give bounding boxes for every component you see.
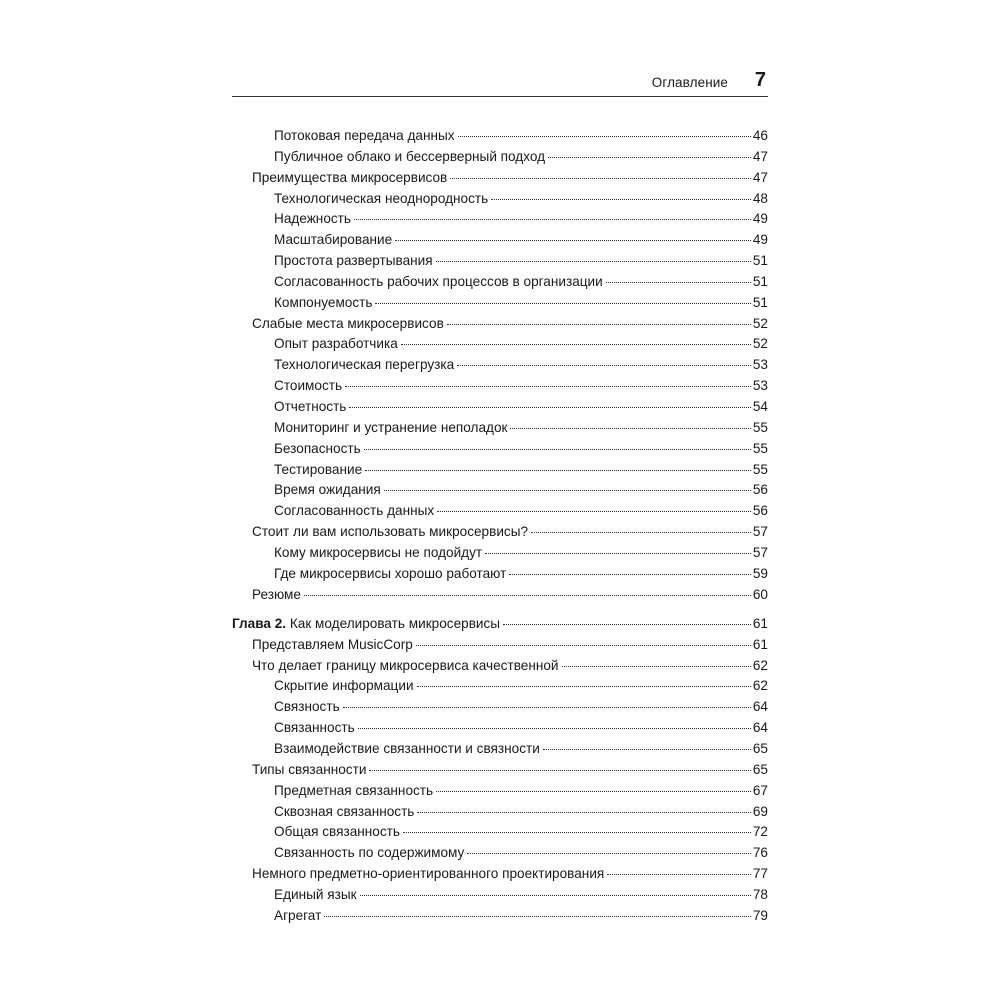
dot-leader	[416, 644, 751, 646]
toc-entry	[232, 501, 768, 522]
toc-entry-page: 78	[752, 886, 768, 902]
toc-entry-title: Агрегат	[274, 907, 322, 923]
toc-entry	[232, 522, 768, 543]
toc-entry-page: 61	[752, 636, 768, 652]
toc-entry	[232, 822, 768, 843]
toc-entry	[232, 209, 768, 230]
toc-entry	[232, 168, 768, 189]
toc-entry-page: 55	[752, 419, 768, 435]
toc-entry-page: 51	[752, 294, 768, 310]
dot-leader	[324, 915, 751, 917]
toc-entry-title: Единый язык	[274, 886, 357, 902]
toc-entry-title: Масштабирование	[274, 232, 393, 248]
dot-leader	[437, 510, 751, 512]
toc-entry-title: Отчетность	[274, 398, 347, 414]
toc-entry-page: 57	[752, 524, 768, 540]
dot-leader	[467, 852, 751, 854]
dot-leader	[364, 448, 751, 450]
dot-leader	[531, 531, 751, 533]
toc-entry-title: Компонуемость	[274, 294, 373, 310]
dot-leader	[360, 894, 751, 896]
toc-entry-title: Время ожидания	[274, 482, 381, 498]
toc-entry-page: 55	[752, 461, 768, 477]
toc-entry	[232, 418, 768, 439]
toc-entry-title: Немного предметно-ориентированного проектирования	[252, 866, 605, 882]
dot-leader	[510, 427, 750, 429]
dot-leader	[354, 218, 751, 220]
toc-entry	[232, 697, 768, 718]
toc-entry-title: Согласованность данных	[274, 503, 435, 519]
toc-entry-title: Преимущества микросервисов	[252, 169, 448, 185]
toc-entry	[232, 802, 768, 823]
toc-entry-page: 47	[752, 169, 768, 185]
dot-leader	[358, 727, 751, 729]
toc-entry-page: 49	[752, 211, 768, 227]
toc-entry-page: 57	[752, 544, 768, 560]
toc-entry-page: 53	[752, 378, 768, 394]
toc-entry	[232, 635, 768, 656]
dot-leader	[562, 665, 751, 667]
toc-entry-title: Связность	[274, 699, 340, 715]
toc-entry-title	[232, 614, 500, 635]
toc-entry-title: Предметная связанность	[274, 782, 434, 798]
dot-leader	[607, 873, 751, 875]
toc-entry	[232, 397, 768, 418]
toc-entry	[232, 718, 768, 739]
toc-entry	[232, 480, 768, 501]
toc-entry-title: Кому микросервисы не подойдут	[274, 544, 483, 560]
toc-entry	[232, 885, 768, 906]
toc-entry-page: 51	[752, 253, 768, 269]
toc-entry-page: 59	[752, 565, 768, 581]
toc-entry-page: 62	[752, 657, 768, 673]
dot-leader	[345, 385, 751, 387]
toc-entry-page: 76	[752, 845, 768, 861]
dot-leader	[503, 623, 751, 625]
toc-entry	[232, 293, 768, 314]
dot-leader	[403, 831, 751, 833]
toc-entry	[232, 334, 768, 355]
toc-entry-title: Технологическая перегрузка	[274, 357, 455, 373]
dot-leader	[375, 302, 750, 304]
toc-entry	[232, 676, 768, 697]
dot-leader	[417, 811, 750, 813]
toc-entry-page: 52	[752, 315, 768, 331]
toc-entry-title: Надежность	[274, 211, 351, 227]
toc-entry-title: Опыт разработчика	[274, 336, 398, 352]
toc-entry	[232, 781, 768, 802]
toc-entry-title: Безопасность	[274, 440, 361, 456]
toc-entry-title: Потоковая передача данных	[274, 128, 455, 143]
toc-entry-page: 48	[752, 190, 768, 206]
page-number: 7	[754, 69, 766, 91]
toc-entry	[232, 614, 768, 635]
chapter-label: Глава 2.	[232, 615, 287, 631]
toc-entry-page: 49	[752, 232, 768, 248]
toc-entry-title: Резюме	[252, 586, 301, 602]
toc-entry	[232, 585, 768, 606]
dot-leader	[458, 135, 751, 137]
toc-entry-page: 64	[752, 699, 768, 715]
chapter-title: Как моделировать микросервисы	[289, 615, 501, 631]
toc-entry-page: 61	[752, 615, 768, 631]
toc-entry-page: 56	[752, 503, 768, 519]
toc-entry-title: Согласованность рабочих процессов в организации	[274, 273, 603, 289]
toc-entry	[232, 147, 768, 168]
toc-entry-title: Сквозная связанность	[274, 803, 415, 819]
dot-leader	[365, 469, 751, 471]
dot-leader	[450, 177, 751, 179]
toc-entry-title: Тестирование	[274, 461, 363, 477]
dot-leader	[395, 239, 751, 241]
dot-leader	[417, 685, 751, 687]
dot-leader	[509, 573, 751, 575]
toc-entry	[232, 460, 768, 481]
toc-entry	[232, 760, 768, 781]
toc-entry	[232, 189, 768, 210]
table-of-contents	[232, 126, 768, 927]
dot-leader	[457, 364, 751, 366]
toc-entry-page: 60	[752, 586, 768, 602]
dot-leader	[343, 706, 751, 708]
toc-entry-page: 47	[752, 148, 768, 164]
toc-entry	[232, 272, 768, 293]
toc-entry	[232, 126, 768, 147]
toc-entry-page: 77	[752, 866, 768, 882]
dot-leader	[401, 343, 751, 345]
toc-entry-page: 53	[752, 357, 768, 373]
dot-leader	[447, 323, 751, 325]
section-title: Оглавление	[651, 75, 728, 90]
toc-entry	[232, 564, 768, 585]
toc-entry-title: Что делает границу микросервиса качественной	[252, 657, 559, 673]
toc-entry	[232, 376, 768, 397]
toc-entry-title: Технологическая неоднородность	[274, 190, 489, 206]
toc-entry	[232, 906, 768, 927]
toc-entry	[232, 739, 768, 760]
dot-leader	[548, 156, 751, 158]
toc-entry-page: 67	[752, 782, 768, 798]
toc-entry	[232, 230, 768, 251]
dot-leader	[491, 198, 751, 200]
toc-entry	[232, 656, 768, 677]
toc-entry-title: Общая связанность	[274, 824, 400, 840]
toc-entry	[232, 439, 768, 460]
dot-leader	[304, 594, 751, 596]
toc-entry-page: 52	[752, 336, 768, 352]
toc-entry-title: Где микросервисы хорошо работают	[274, 565, 507, 581]
toc-entry-page: 56	[752, 482, 768, 498]
dot-leader	[543, 748, 751, 750]
dot-leader	[485, 552, 751, 554]
toc-entry	[232, 355, 768, 376]
dot-leader	[436, 260, 751, 262]
toc-entry-title: Типы связанности	[252, 761, 367, 777]
dot-leader	[384, 489, 751, 491]
toc-entry-page: 69	[752, 803, 768, 819]
toc-entry-page: 54	[752, 398, 768, 414]
toc-entry-title: Простота развертывания	[274, 253, 433, 269]
toc-entry-page: 65	[752, 740, 768, 756]
toc-entry-page: 62	[752, 678, 768, 694]
toc-entry-title: Взаимодействие связанности и связности	[274, 740, 540, 756]
toc-entry-title: Стоимость	[274, 378, 343, 394]
running-header	[232, 68, 768, 97]
toc-entry-page: 55	[752, 440, 768, 456]
dot-leader	[349, 406, 750, 408]
toc-entry-title: Публичное облако и бессерверный подход	[274, 148, 546, 164]
dot-leader	[369, 769, 750, 771]
toc-entry-title: Стоит ли вам использовать микросервисы?	[252, 524, 529, 540]
toc-entry-page: 79	[752, 907, 768, 923]
toc-entry	[232, 251, 768, 272]
toc-entry	[232, 864, 768, 885]
toc-entry-title: Связанность	[274, 720, 355, 736]
toc-entry-title: Слабые места микросервисов	[252, 315, 444, 331]
toc-entry	[232, 843, 768, 864]
dot-leader	[606, 281, 751, 283]
toc-entry	[232, 314, 768, 335]
toc-entry-page: 65	[752, 761, 768, 777]
toc-entry-title: Мониторинг и устранение неполадок	[274, 419, 508, 435]
toc-entry-title: Представляем MusicCorp	[252, 636, 413, 652]
toc-entry-title: Связанность по содержимому	[274, 845, 465, 861]
toc-entry-title: Скрытие информации	[274, 678, 414, 694]
dot-leader	[436, 790, 751, 792]
toc-entry	[232, 543, 768, 564]
toc-entry-page: 51	[752, 273, 768, 289]
toc-entry-page: 64	[752, 720, 768, 736]
toc-entry-page: 72	[752, 824, 768, 840]
toc-entry-page: 46	[752, 128, 768, 143]
